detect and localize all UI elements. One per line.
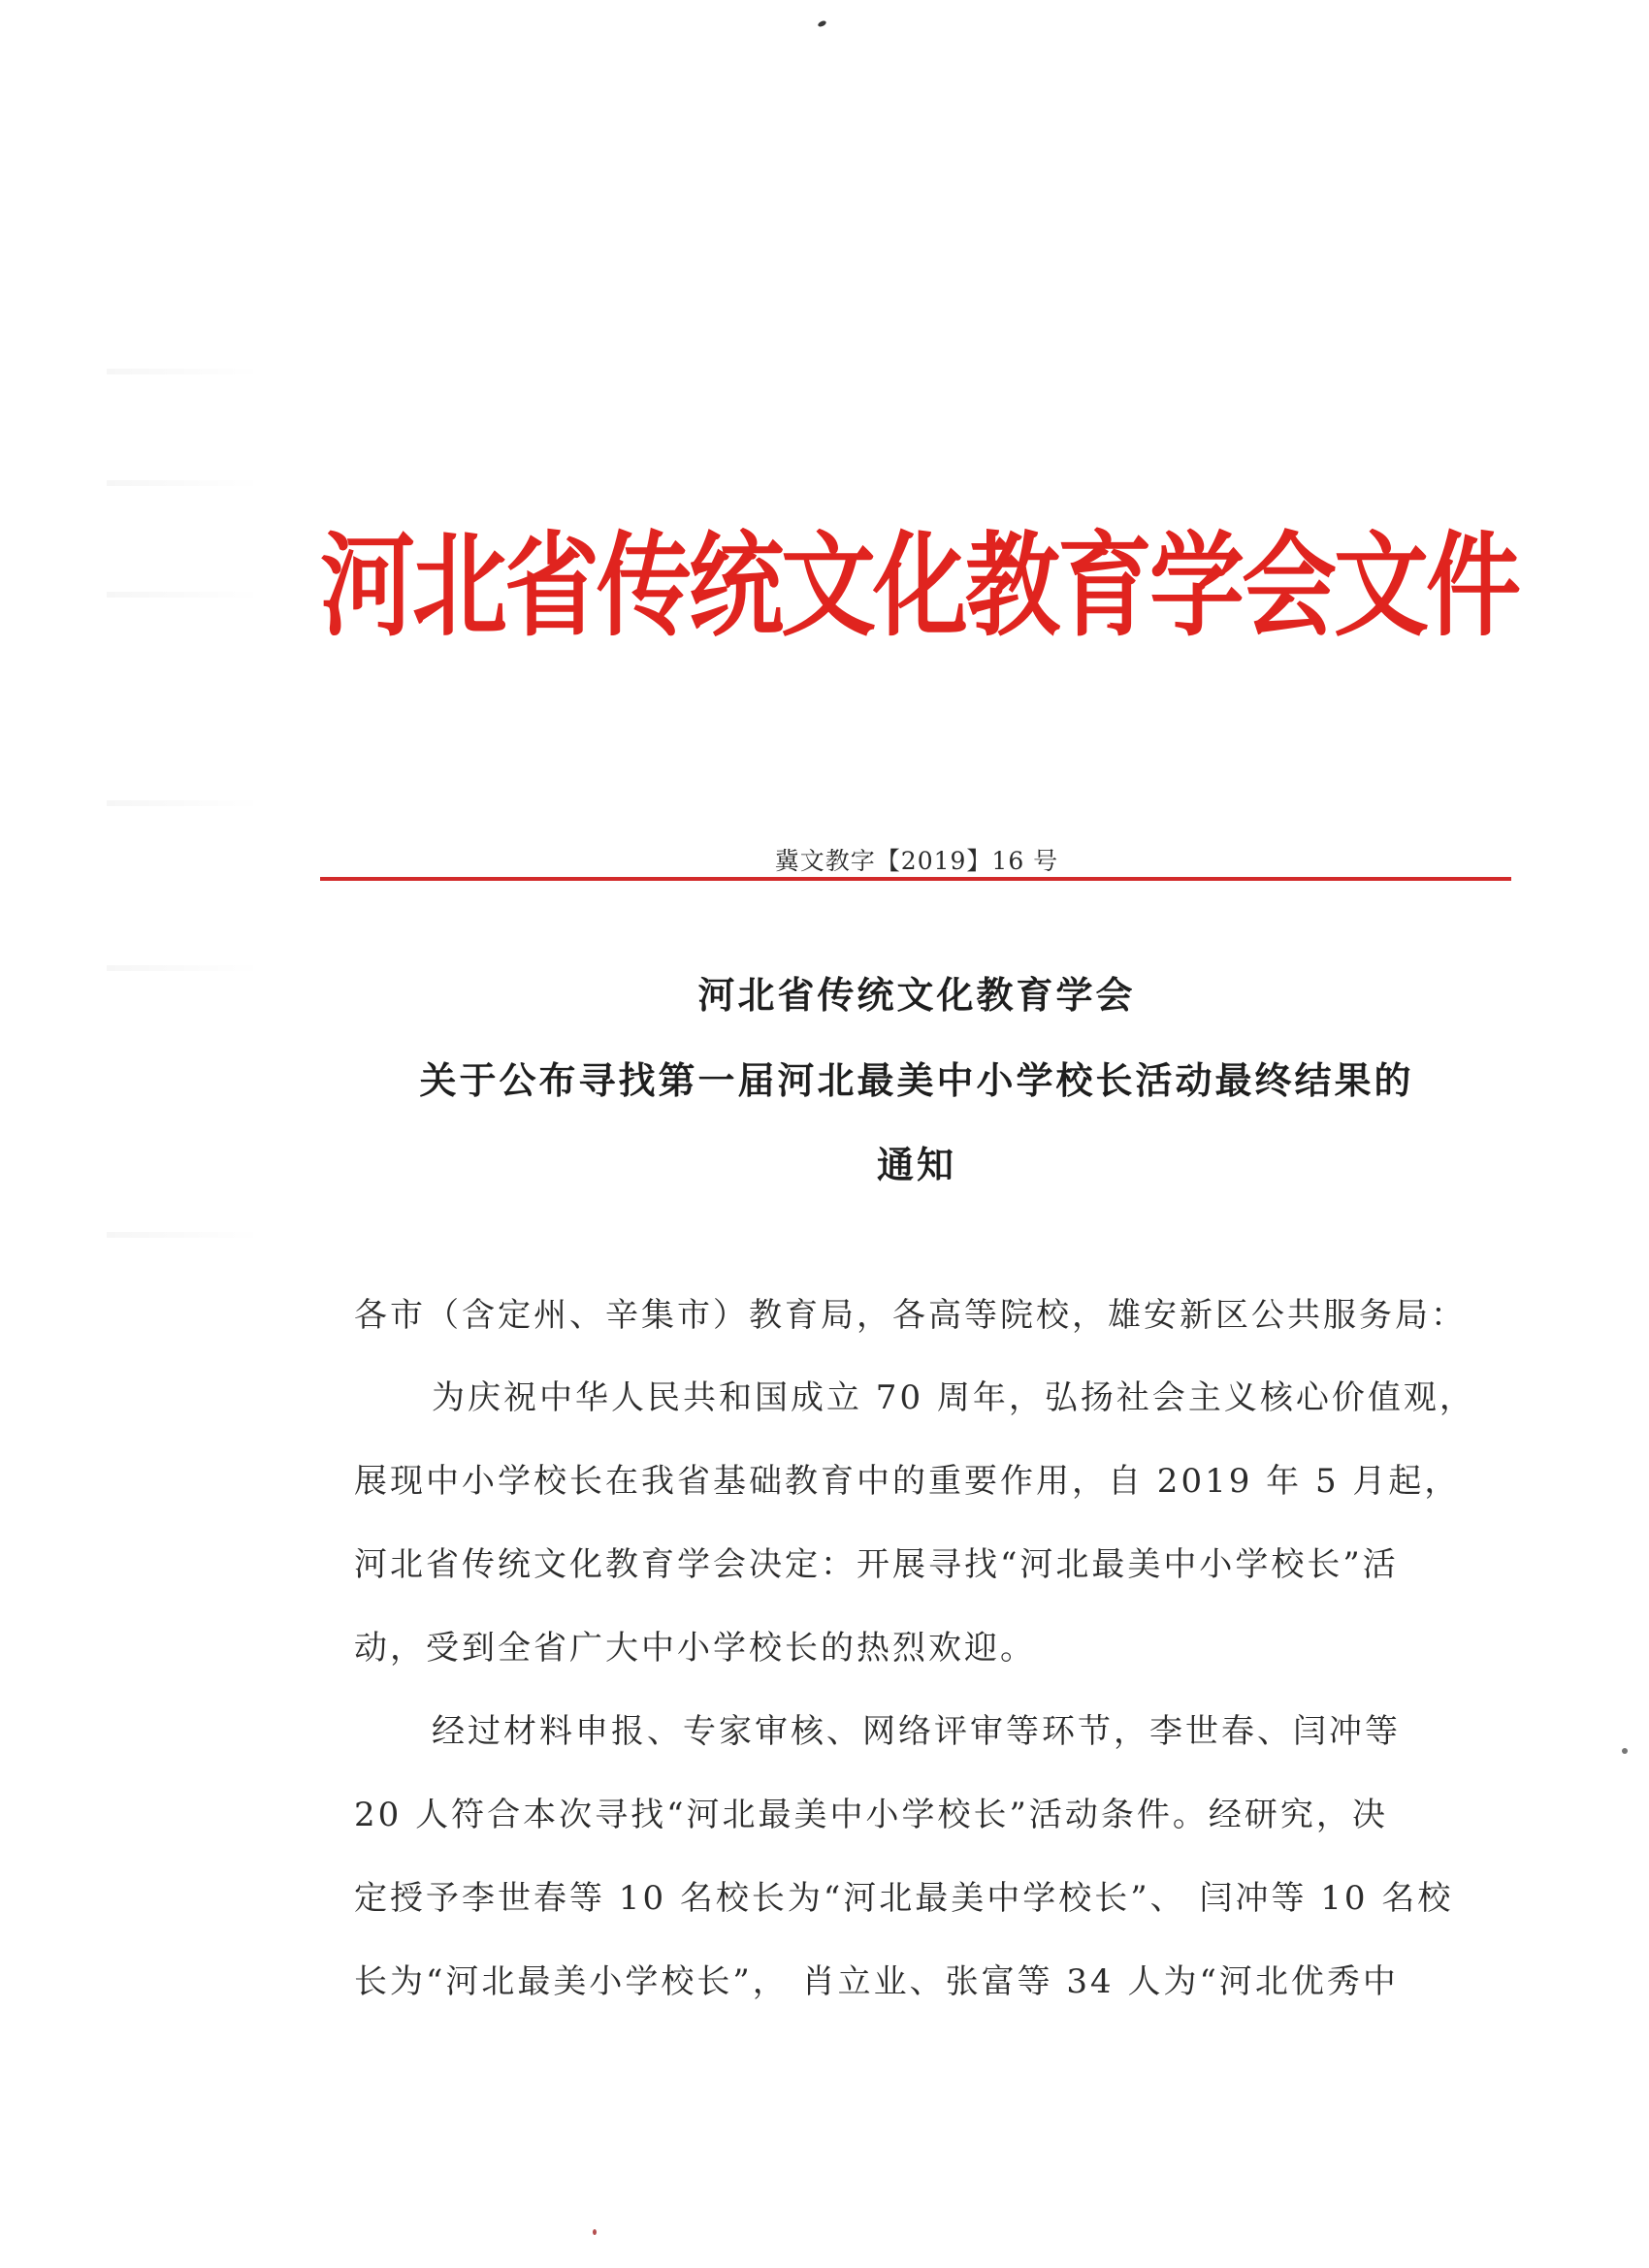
body-text-line: 经过材料申报、专家审核、网络评审等环节，李世春、闫冲等	[432, 1712, 1401, 1751]
body-text-line: 为庆祝中华人民共和国成立 70 周年，弘扬社会主义核心价值观，	[432, 1378, 1475, 1417]
body-text-line: 20 人符合本次寻找“河北最美中小学校长”活动条件。经研究，决	[354, 1796, 1388, 1834]
body-text-line: 河北省传统文化教育学会决定：开展寻找“河北最美中小学校长”活	[354, 1545, 1399, 1584]
body-text-line: 定授予李世春等 10 名校长为“河北最美中学校长”、 闫冲等 10 名校	[354, 1879, 1454, 1918]
title-line-3: 通知	[876, 1144, 956, 1186]
red-divider-line	[320, 877, 1511, 881]
title-line-2: 关于公布寻找第一届河北最美中小学校长活动最终结果的	[419, 1059, 1414, 1102]
body-text-line: 展现中小学校长在我省基础教育中的重要作用，自 2019 年 5 月起，	[354, 1462, 1461, 1501]
scan-speck	[1622, 1748, 1628, 1754]
salutation-line: 各市（含定州、辛集市）教育局，各高等院校，雄安新区公共服务局：	[354, 1296, 1467, 1335]
scan-streak	[107, 1232, 262, 1238]
body-text-line: 长为“河北最美小学校长”， 肖立业、张富等 34 人为“河北优秀中	[354, 1962, 1399, 2001]
scan-speck	[593, 2229, 597, 2235]
scan-streak	[107, 480, 262, 486]
scan-streak	[107, 369, 262, 374]
scan-streak	[107, 592, 262, 598]
scan-streak	[107, 800, 262, 806]
scan-speck	[817, 19, 826, 27]
scan-streak	[107, 965, 262, 971]
document-number: 冀文教字【2019】16 号	[774, 847, 1059, 875]
title-line-1: 河北省传统文化教育学会	[697, 974, 1136, 1017]
document-masthead: 河北省传统文化教育学会文件	[320, 521, 1519, 653]
body-text-line: 动，受到全省广大中小学校长的热烈欢迎。	[354, 1629, 1036, 1668]
